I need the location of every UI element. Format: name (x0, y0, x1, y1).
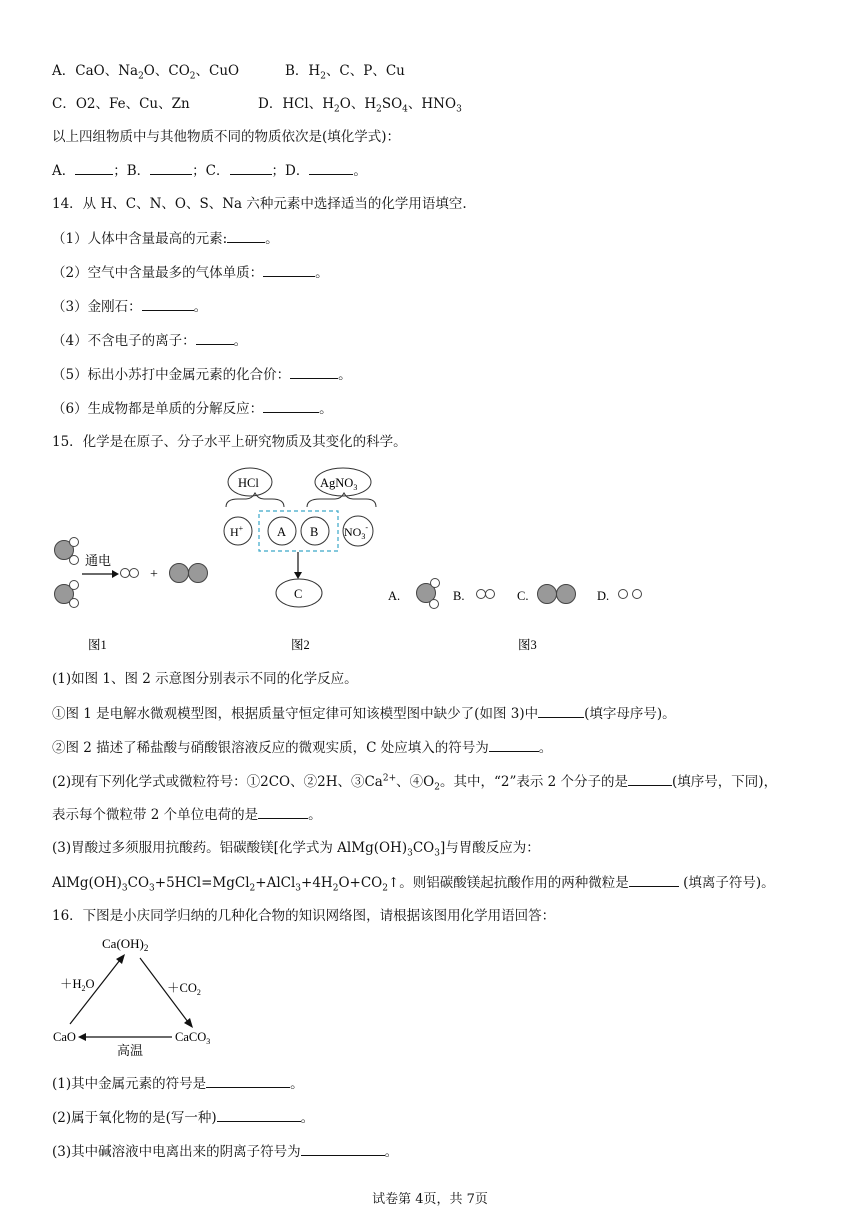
answer-blank[interactable] (150, 161, 192, 175)
q15-figures (0, 455, 860, 660)
page-footer: 试卷第 4页，共 7页 (372, 1192, 488, 1207)
figure2-label: 图2 (291, 638, 310, 652)
cao-label: CaO (53, 1030, 76, 1044)
answer-blank[interactable] (629, 873, 679, 887)
arrow-cao-to-caoh2 (70, 960, 120, 1024)
oxygen-molecule-icon (170, 564, 208, 583)
answer-blank[interactable] (263, 263, 315, 277)
hydrogen-molecule-icon (121, 569, 139, 578)
answer-blank[interactable] (263, 399, 319, 413)
q16-diagram (40, 928, 240, 1058)
fig3-option-b: B. (453, 589, 465, 603)
answer-blank[interactable] (196, 331, 234, 345)
hcl-label: HCl (238, 476, 259, 490)
caoh2-label: $Ca(OH)_2$ (102, 936, 149, 953)
answer-blank[interactable] (489, 738, 539, 752)
answer-blank[interactable] (227, 229, 265, 243)
fig3-option-d: D. (597, 589, 610, 603)
answer-blank[interactable] (290, 365, 338, 379)
circle-b-label: B (310, 525, 319, 539)
figure3-label: 图3 (518, 638, 537, 652)
answer-blank[interactable] (258, 805, 308, 819)
h2o-label: $+H_2O$ (60, 977, 95, 993)
q15-p1: (1)如图 1、图 2 示意图分别表示不同的化学反应。 (52, 671, 358, 687)
electrolysis-label: 通电 (85, 553, 112, 568)
q15-p1-1: ①图 1 是电解水微观模型图，根据质量守恒定律可知该模型图中缺少了(如图 3)中 (填字母序号)。 (52, 706, 676, 722)
answer-blank[interactable] (538, 704, 584, 718)
hydrogen-atoms-icon (619, 590, 642, 599)
answer-blank[interactable] (628, 772, 672, 786)
figure1-label: 图1 (88, 638, 107, 652)
water-molecule-icon (55, 538, 79, 565)
q14-item: （5）标出小苏打中金属元素的化合价： 。 (52, 367, 352, 383)
water-molecule-icon (55, 581, 79, 608)
q13-option-b: B．$H_2$、C、P、Cu (285, 63, 405, 82)
circle-a-label: A (277, 525, 287, 539)
q13-option-c: C．O2、Fe、Cu、Zn (52, 96, 190, 112)
answer-blank[interactable] (301, 1142, 385, 1156)
circle-c-label: C (294, 587, 303, 601)
q15-p2-cont: 表示每个微粒带 2 个单位电荷的是 。 (52, 807, 322, 823)
q15-title: 15．化学是在原子、分子水平上研究物质及其变化的科学。 (52, 434, 407, 450)
answer-blank[interactable] (217, 1108, 301, 1122)
water-molecule-icon (417, 579, 440, 609)
q14-item: （4）不含电子的离子： 。 (52, 333, 248, 349)
q15-p3: (3)胃酸过多须服用抗酸药。铝碳酸镁[化学式为 $AlMg(OH)_3CO_3$]与胃酸反应为： (52, 840, 540, 859)
q14-item: （1）人体中含量最高的元素: 。 (52, 231, 279, 247)
co2-label: $+CO_2$ (167, 981, 201, 997)
plus-sign: + (150, 567, 158, 582)
caco3-label: CaCO$_3$ (175, 1030, 211, 1046)
oxygen-molecule-icon (538, 585, 576, 604)
q16-q1: (1)其中金属元素的符号是 。 (52, 1076, 304, 1092)
fig3-option-c: C. (517, 589, 529, 603)
no3-ion-label: $NO_3^-$ (344, 523, 369, 541)
q16-title: 16．下图是小庆同学归纳的几种化合物的知识网络图，请根据该图用化学用语回答： (52, 908, 556, 924)
q13-option-a: A．CaO、$Na_2O$、$CO_2$、CuO (52, 63, 240, 82)
q14-item: （6）生成物都是单质的分解反应： 。 (52, 401, 333, 417)
hydrogen-molecule-icon (477, 590, 495, 599)
answer-blank[interactable] (206, 1074, 290, 1088)
high-temp-label: 高温 (117, 1043, 144, 1058)
q16-q3: (3)其中碱溶液中电离出来的阴离子符号为 。 (52, 1144, 399, 1160)
q13-answer-line: A． ；B． ；C． ；D． 。 (52, 163, 367, 179)
q13-prompt: 以上四组物质中与其他物质不同的物质依次是(填化学式)： (52, 129, 401, 145)
q15-p3-equation: $AlMg(OH)_3CO_3+5HCl=MgCl_2+AlCl_3+4H_2O+CO_2↑$。则铝碳酸镁起抗酸作用的两种微粒是 (填离子符号)。 (52, 875, 775, 894)
q14-title: 14．从 H、C、N、O、S、Na 六种元素中选择适当的化学用语填空. (52, 196, 467, 212)
q16-q2: (2)属于氧化物的是(写一种) 。 (52, 1110, 315, 1126)
q15-p2: (2)现有下列化学式或微粒符号：①2CO、②2H、$③Ca^{2+}$、$④O_2$。其中，“2”表示 2 个分子的是 (填序号，下同)， (52, 773, 778, 793)
agno3-label: AgNO$_3$ (320, 476, 358, 492)
answer-blank[interactable] (75, 161, 113, 175)
answer-blank[interactable] (230, 161, 272, 175)
q15-p1-2: ②图 2 描述了稀盐酸与硝酸银溶液反应的微观实质，C 处应填入的符号为 。 (52, 740, 553, 756)
q14-item: （3）金刚石： 。 (52, 299, 208, 315)
h-ion-label: H+ (230, 524, 244, 539)
answer-blank[interactable] (309, 161, 353, 175)
answer-blank[interactable] (142, 297, 194, 311)
q14-item: （2）空气中含量最多的气体单质： 。 (52, 265, 329, 281)
q13-option-d: D．HCl、$H_2O$、$H_2SO_4$、$HNO_3$ (258, 96, 462, 115)
fig3-option-a: A. (388, 589, 401, 603)
